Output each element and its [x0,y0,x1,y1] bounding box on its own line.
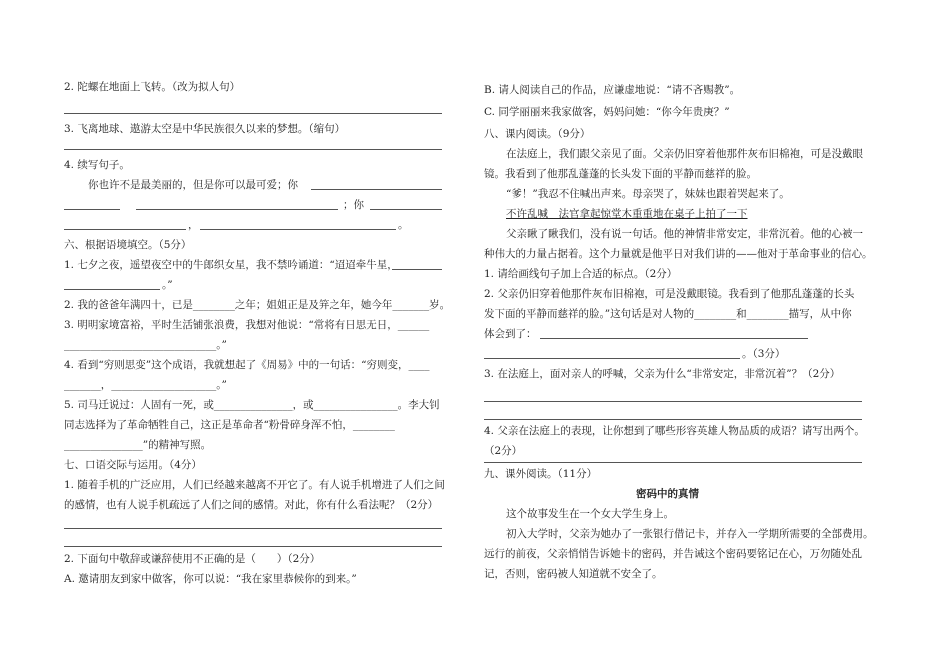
answer-line[interactable] [64,149,442,150]
question-3: 3. 飞离地球、遨游太空是中华民族很久以来的梦想。（缩句） [64,123,346,135]
answer-line[interactable] [64,528,442,529]
s6-item4-b: _______，____________________。” [64,379,227,391]
section-7-title: 七、口语交际与运用。（4分） [64,459,202,471]
s6-item4-a: 4. 看到“穷则思变”这个成语，我就想起了《周易》中的一句话：“穷则变，____ [64,359,430,371]
passage-p1-a: 在法庭上，我们跟父亲见了面。父亲仍旧穿着他那件灰布旧棉袍，可是没戴眼 [506,148,863,160]
s6-item5-c: _______________”的精神写照。 [64,439,212,451]
story-p2-b: 远行的前夜，父亲悄悄告诉她卡的密码，并告诫这个密码要铭记在心，万勿随处乱 [484,548,862,560]
s6-item5-b: 同志选择为了革命牺牲自己，这正是革命者“粉骨碎身浑不怕，________ [64,419,395,431]
s7-item1-b: 的感情，也有人说手机疏远了人们之间的感情。对此，你有什么看法呢？（2分） [64,499,439,511]
story-title: 密码中的真情 [636,488,699,500]
answer-line[interactable] [484,462,862,463]
s6-item1-a: 1. 七夕之夜，遥望夜空中的牛郎织女星，我不禁吟诵道：“迢迢牵牛星， [64,259,398,271]
answer-line[interactable] [64,113,442,114]
question-4-end: 。 [398,219,409,231]
s6-item5-a: 5. 司马迁说过：人固有一死，或_______________，或________________。李大钊 [64,399,440,411]
underlined-sentence: 不许乱喊 法官拿起惊堂木重重地在桌子上拍了一下 [506,208,748,220]
answer-line[interactable] [64,546,442,547]
answer-blank[interactable] [200,229,396,230]
passage-p4-b: 种伟大的力量占据着。这个力量就是他平日对我们讲的——他对于革命事业的信心。 [484,248,873,260]
passage-p4-a: 父亲瞅了瞅我们，没有说一句话。他的神情非常安定，非常沉着。他的心被一 [506,228,863,240]
s7-option-a: A. 邀请朋友到家中做客，你可以说：“我在家里恭候你的到来。” [64,573,357,585]
story-p2-c: 记，否则，密码被人知道就不安全了。 [484,568,663,580]
s8-q2-c: 体会到了： [484,328,537,340]
answer-line[interactable] [540,338,808,339]
s6-item3-b: _____________________________。” [64,339,227,351]
answer-blank[interactable] [370,209,442,210]
question-4: 4. 续写句子。 [64,159,130,171]
s8-q2-b: 发下面的平静而慈祥的脸。”这句话是对人物的________和________描写，从中你 [484,308,852,320]
answer-line[interactable] [484,419,862,420]
story-p2-a: 初入大学时，父亲为她办了一张银行借记卡，并存入一学期所需要的全部费用。 [506,528,874,540]
question-4-sep: ；你 [343,199,364,211]
s7-item2: 2. 下面句中敬辞或谦辞使用不正确的是（ ）（2分） [64,553,321,565]
s6-item1-b: 。” [162,279,173,291]
s8-q1: 1. 请给画线句子加上合适的标点。（2分） [484,268,678,280]
s7-option-c: C. 同学丽丽来我家做客，妈妈问她：“你今年贵庚？” [484,106,730,118]
answer-blank[interactable] [311,189,442,190]
question-2: 2. 陀螺在地面上飞转。（改为拟人句） [64,81,241,93]
section-8-title: 八、课内阅读。（9分） [484,128,591,140]
answer-blank[interactable] [136,209,338,210]
s7-option-b: B. 请人阅读自己的作品，应谦虚地说：“请不吝赐教”。 [484,84,741,96]
section-6-title: 六、根据语境填空。（5分） [64,239,192,251]
answer-blank[interactable] [392,269,442,270]
s8-q2-score: 。（3分） [742,348,786,360]
s6-item2: 2. 我的爸爸年满四十，已是________之年；姐姐正是及笄之年，她今年_______岁。 [64,299,451,311]
answer-blank[interactable] [64,289,160,290]
answer-line[interactable] [484,401,862,402]
passage-p1-b: 镜。我看到了他那乱蓬蓬的长头发下面的平静而慈祥的脸。 [484,168,757,180]
question-4-line1: 你也许不是最美丽的，但是你可以最可爱；你 [88,179,298,191]
s8-q3: 3. 在法庭上，面对亲人的呼喊，父亲为什么“非常安定，非常沉着”？（2分） [484,368,841,380]
story-p1: 这个故事发生在一个女大学生身上。 [506,508,674,520]
s8-q4-a: 4. 父亲在法庭上的表现，让你想到了哪些形容英雄人物品质的成语？请写出两个。 [484,425,865,437]
section-9-title: 九、课外阅读。（11分） [484,468,598,480]
s7-item1-a: 1. 随着手机的广泛应用，人们已经越来越离不开它了。有人说手机增进了人们之间 [64,479,445,491]
s8-q4-b: （2分） [484,445,523,457]
answer-line[interactable] [484,358,740,359]
passage-p2: “爹！”我忍不住喊出声来。母亲哭了，妹妹也跟着哭起来了。 [506,188,790,200]
answer-blank[interactable] [64,229,186,230]
question-4-comma: ， [188,219,199,231]
s8-q2-a: 2. 父亲仍旧穿着他那件灰布旧棉袍，可是没戴眼镜。我看到了他那乱蓬蓬的长头 [484,288,855,300]
answer-blank[interactable] [64,209,120,210]
s6-item3-a: 3. 明明家境富裕，平时生活铺张浪费，我想对他说：“常将有日思无日，______ [64,319,430,331]
